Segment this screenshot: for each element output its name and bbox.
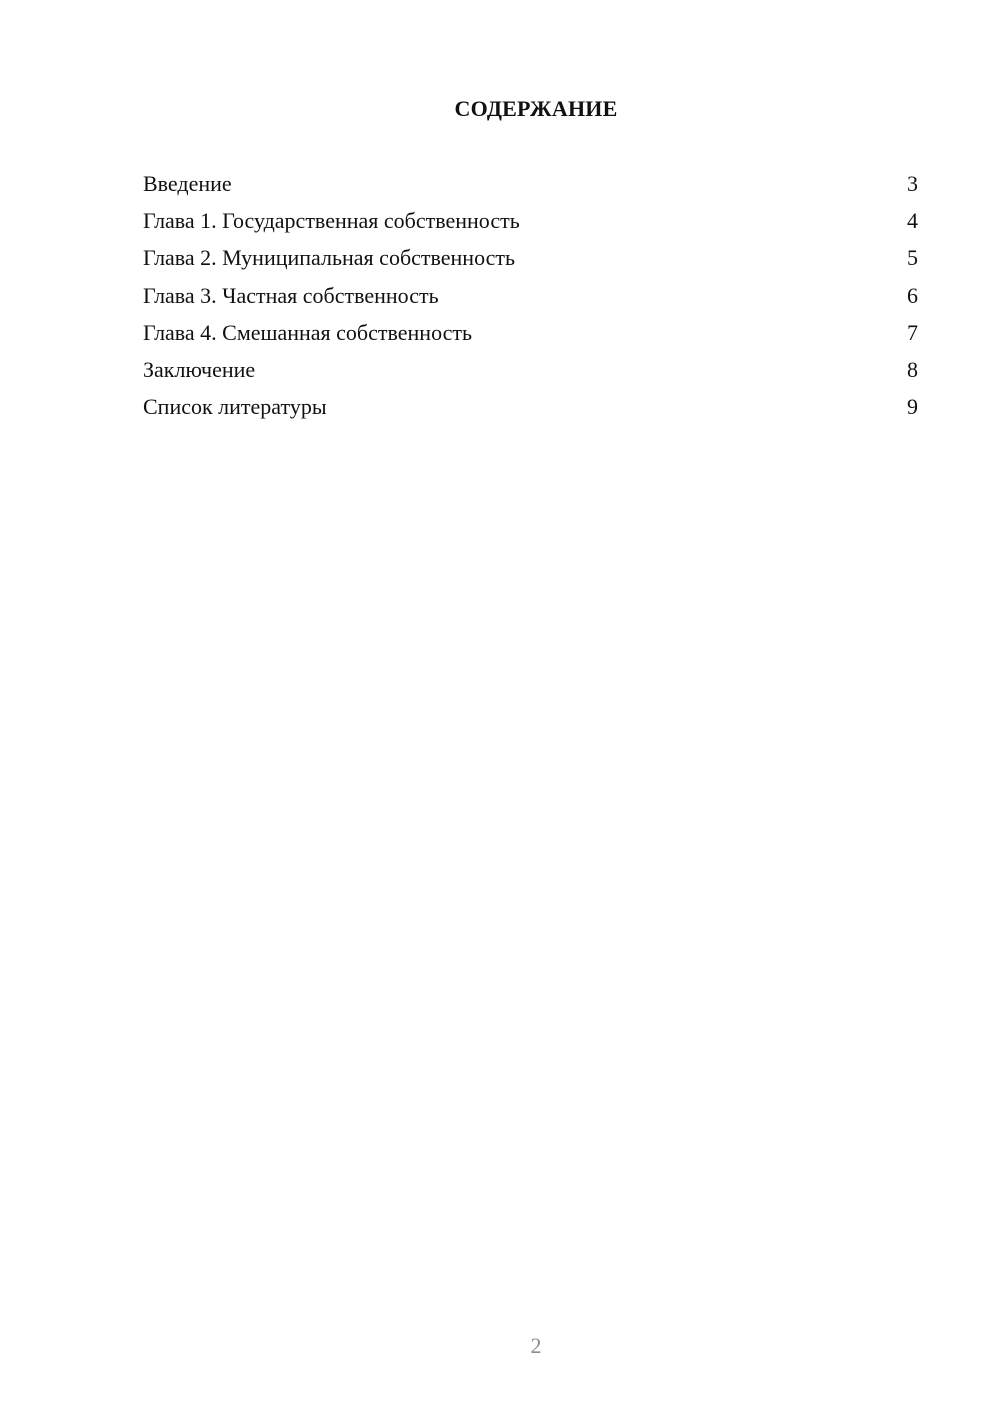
toc-entry-label: Глава 1. Государственная собственность — [143, 208, 520, 234]
toc-entry-label: Глава 2. Муниципальная собственность — [143, 245, 516, 271]
toc-entry-label: Введение — [143, 171, 232, 196]
toc-entry-label: Глава 4. Смешанная собственность — [143, 319, 473, 345]
toc-entry[interactable] — [143, 242, 918, 279]
toc-entry[interactable] — [143, 205, 918, 242]
toc-entry-page: 4 — [907, 208, 918, 234]
toc-entry-label: Заключение — [143, 356, 256, 382]
toc-entry[interactable] — [143, 354, 918, 391]
toc-entry[interactable] — [143, 391, 918, 428]
table-of-contents — [143, 168, 918, 428]
toc-entry[interactable] — [143, 168, 918, 205]
toc-entry[interactable] — [143, 317, 918, 354]
toc-entry-page: 9 — [907, 394, 918, 420]
toc-title: СОДЕРЖАНИЕ — [454, 96, 618, 121]
toc-entry-page: 6 — [907, 282, 918, 308]
toc-entry-page: 8 — [907, 356, 918, 382]
toc-entry[interactable] — [143, 280, 918, 317]
page-number: 2 — [530, 1333, 542, 1358]
toc-entry-label: Глава 3. Частная собственность — [143, 282, 439, 308]
toc-entry-label: Список литературы — [143, 394, 327, 420]
toc-entry-page: 5 — [907, 245, 918, 271]
toc-entry-page: 7 — [907, 319, 918, 345]
toc-entry-page: 3 — [907, 171, 918, 196]
